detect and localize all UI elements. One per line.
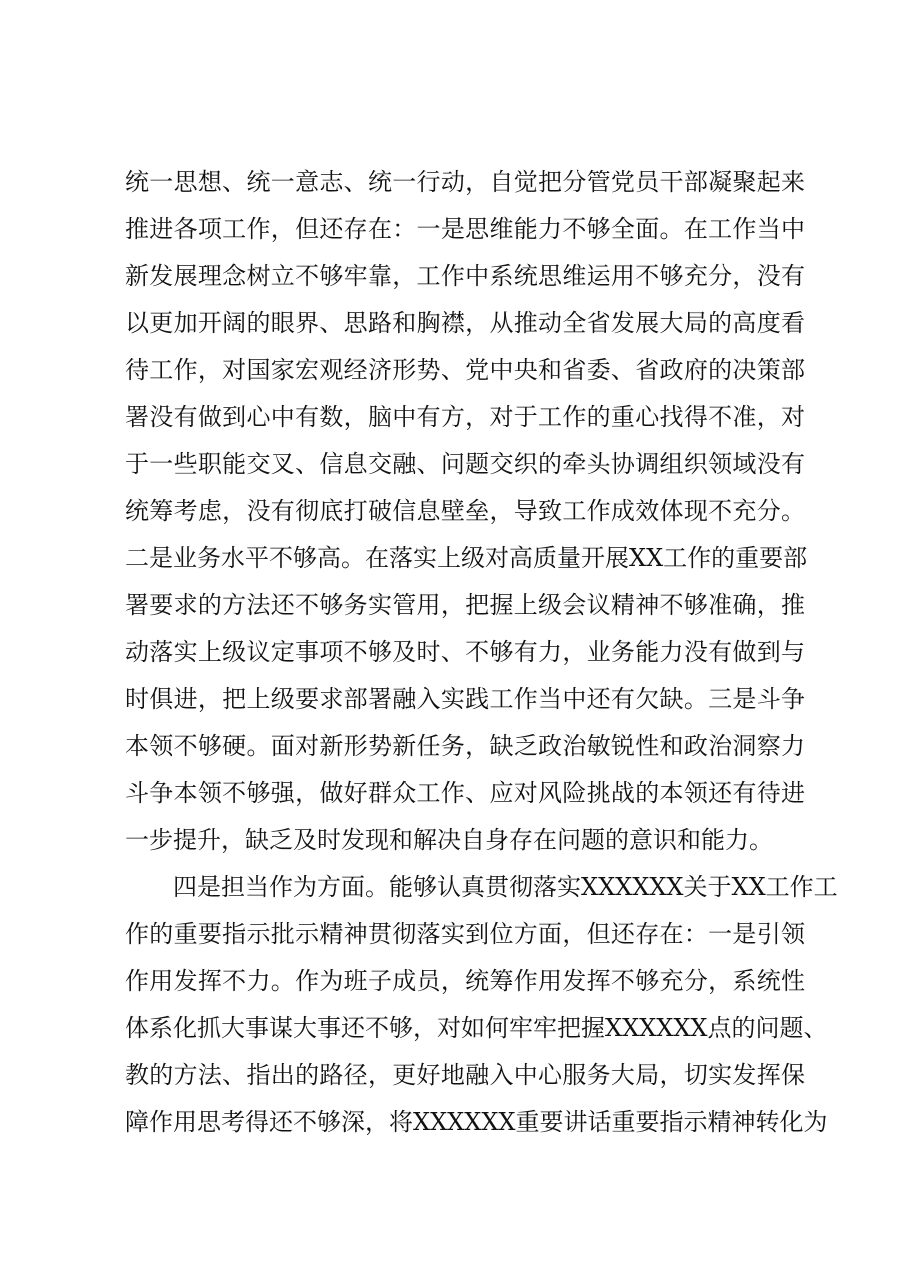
body-text-line: 作用发挥不力。作为班子成员，统筹作用发挥不够充分，系统性 <box>125 967 805 995</box>
body-text-line: 于一些职能交叉、信息交融、问题交织的牵头协调组织领域没有 <box>125 450 805 478</box>
body-text-line: 一步提升，缺乏及时发现和解决自身存在问题的意识和能力。 <box>125 826 773 854</box>
body-text-line: 统筹考虑，没有彻底打破信息壁垒，导致工作成效体现不充分。 <box>125 497 805 525</box>
body-text-line: 作的重要指示批示精神贯彻落实到位方面，但还存在：一是引领 <box>125 920 805 948</box>
body-text-line: 署没有做到心中有数，脑中有方，对于工作的重心找得不准，对 <box>125 403 805 431</box>
body-text-line: 待工作，对国家宏观经济形势、党中央和省委、省政府的决策部 <box>125 356 805 384</box>
body-text-line: 障作用思考得还不够深，将XXXXXX重要讲话重要指示精神转化为 <box>125 1108 828 1136</box>
body-text-line: 体系化抓大事谋大事还不够，对如何牢牢把握XXXXXX点的问题、 <box>125 1014 828 1042</box>
body-text-line: 新发展理念树立不够牢靠，工作中系统思维运用不够充分，没有 <box>125 262 805 290</box>
body-text-line: 二是业务水平不够高。在落实上级对高质量开展XX工作的重要部 <box>125 544 808 572</box>
body-text-line: 推进各项工作，但还存在：一是思维能力不够全面。在工作当中 <box>125 215 805 243</box>
body-text-line: 以更加开阔的眼界、思路和胸襟，从推动全省发展大局的高度看 <box>125 309 805 337</box>
paragraph-first-line: 四是担当作为方面。能够认真贯彻落实XXXXXX关于XX工作工 <box>173 873 838 901</box>
body-text-line: 本领不够硬。面对新形势新任务，缺乏政治敏锐性和政治洞察力 <box>125 732 805 760</box>
body-text-line: 统一思想、统一意志、统一行动，自觉把分管党员干部凝聚起来 <box>125 168 805 196</box>
body-text-line: 署要求的方法还不够务实管用，把握上级会议精神不够准确，推 <box>125 591 805 619</box>
body-text-line: 斗争本领不够强，做好群众工作、应对风险挑战的本领还有待进 <box>125 779 805 807</box>
body-text-line: 时俱进，把上级要求部署融入实践工作当中还有欠缺。三是斗争 <box>125 685 805 713</box>
body-text-line: 动落实上级议定事项不够及时、不够有力，业务能力没有做到与 <box>125 638 805 666</box>
body-text-line: 教的方法、指出的路径，更好地融入中心服务大局，切实发挥保 <box>125 1061 805 1089</box>
